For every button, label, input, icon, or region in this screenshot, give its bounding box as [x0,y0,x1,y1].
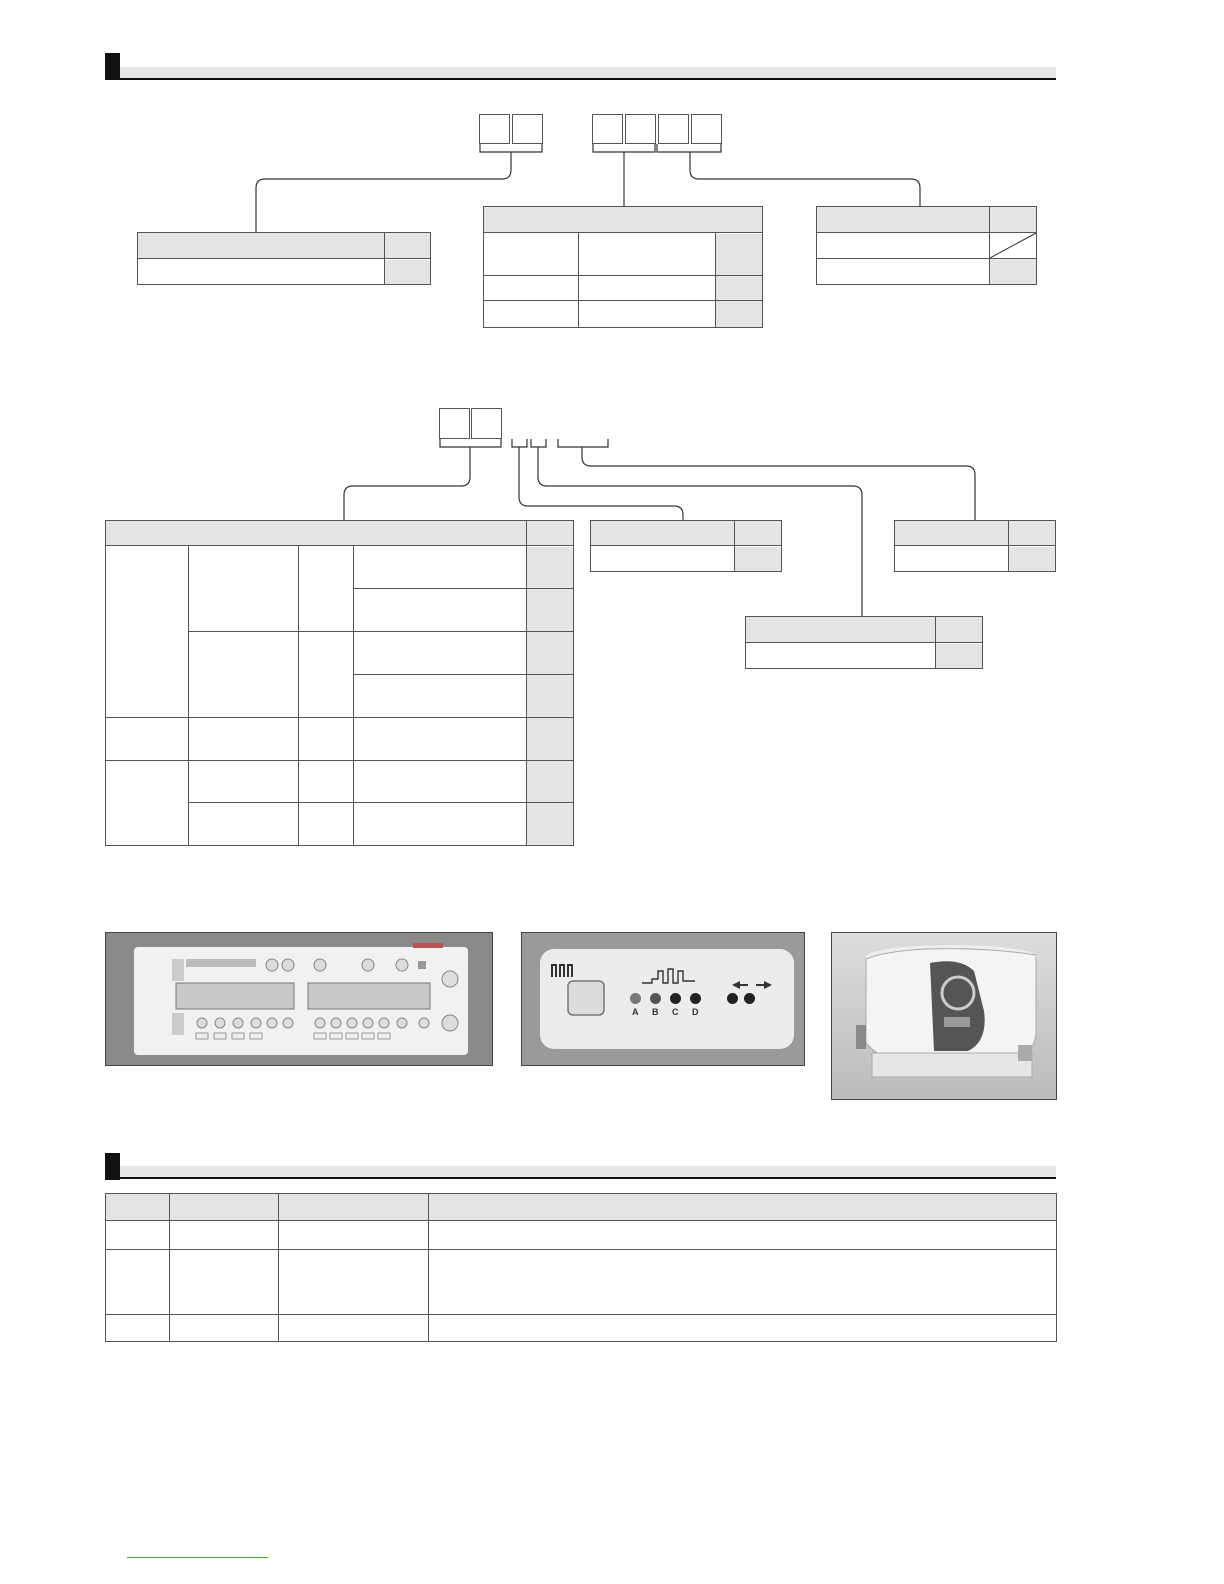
code-box-3 [592,114,623,144]
diagonal-slash [990,233,1036,258]
led-a [630,993,641,1004]
led-label-a: A [632,1007,639,1017]
footer-link-underline[interactable] [127,1557,268,1558]
sewing-machine-unit-photo [831,932,1057,1100]
spec-table-large [105,520,574,846]
control-panel-photo [105,932,493,1066]
bottom-table [105,1193,1057,1342]
led-label-b: B [652,1007,659,1017]
led-label-d: D [692,1007,699,1017]
code-box-1 [479,114,510,144]
led-dir-right [744,993,755,1004]
led-label-c: C [672,1007,679,1017]
code-box-6 [691,114,722,144]
code-box-2 [512,114,543,144]
led-c [670,993,681,1004]
machine-illustration [832,933,1057,1100]
option-table-small-1 [590,520,782,572]
code-box-7 [439,408,470,439]
led-b [650,993,661,1004]
code-box-5 [658,114,689,144]
option-table-small-3 [745,616,983,669]
led-panel-illustration [522,933,805,1066]
option-table-right [816,206,1037,285]
control-panel-illustration [106,933,493,1066]
led-d [690,993,701,1004]
code-box-4 [625,114,656,144]
section-header-marker-2 [105,1153,120,1180]
section-header-rule-2 [120,1177,1056,1179]
option-table-left [137,232,431,285]
led-dir-left [727,993,738,1004]
option-table-small-2 [894,520,1056,572]
option-table-middle [483,206,763,328]
code-box-8 [471,408,502,439]
led-panel-photo [521,932,805,1066]
